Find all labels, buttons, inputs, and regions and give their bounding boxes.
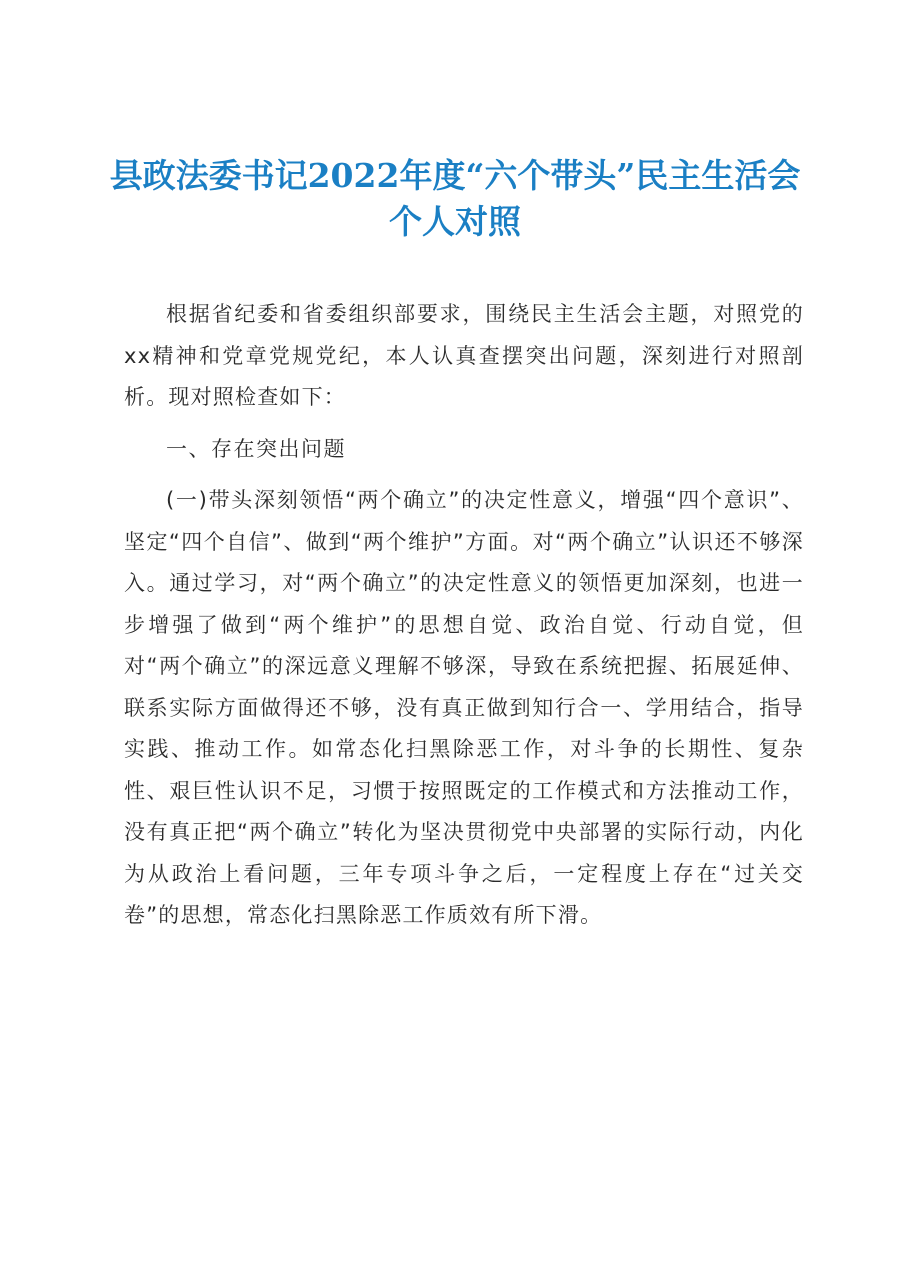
document-title: 县政法委书记2022年度“六个带头”民主生活会个人对照: [109, 156, 801, 241]
section-heading: 一、存在突出问题: [166, 436, 346, 461]
intro-paragraph: 根据省纪委和省委组织部要求，围绕民主生活会主题，对照党的xx精神和党章党规党纪，本人认真查摆突出问题，深刻进行对照剖析。现对照检查如下：: [124, 302, 804, 409]
body-paragraph: (一)带头深刻领悟“两个确立”的决定性意义，增强“四个意识”、坚定“四个自信”、做到“两个维护”方面。对“两个确立”认识还不够深入。通过学习，对“两个确立”的决定性意义的领悟更加深刻，也进一步增强了做到“两个维护”的思想自觉、政治自觉、行动自觉，但对“两个确立”的深远意义理解不够深，导致在系统把握、拓展延伸、联系实际方面做得还不够，没有真正做到知行合一、学用结合，指导实践、推动工作。如常态化扫黑除恶工作，对斗争的长期性、复杂性、艰巨性认识不足，习惯于按照既定的工作模式和方法推动工作，没有真正把“两个确立”转化为坚决贯彻党中央部署的实际行动，内化为从政治上看问题，三年专项斗争之后，一定程度上存在“过关交卷”的思想，常态化扫黑除恶工作质效有所下滑。: [124, 488, 804, 927]
document-body: [124, 294, 804, 947]
